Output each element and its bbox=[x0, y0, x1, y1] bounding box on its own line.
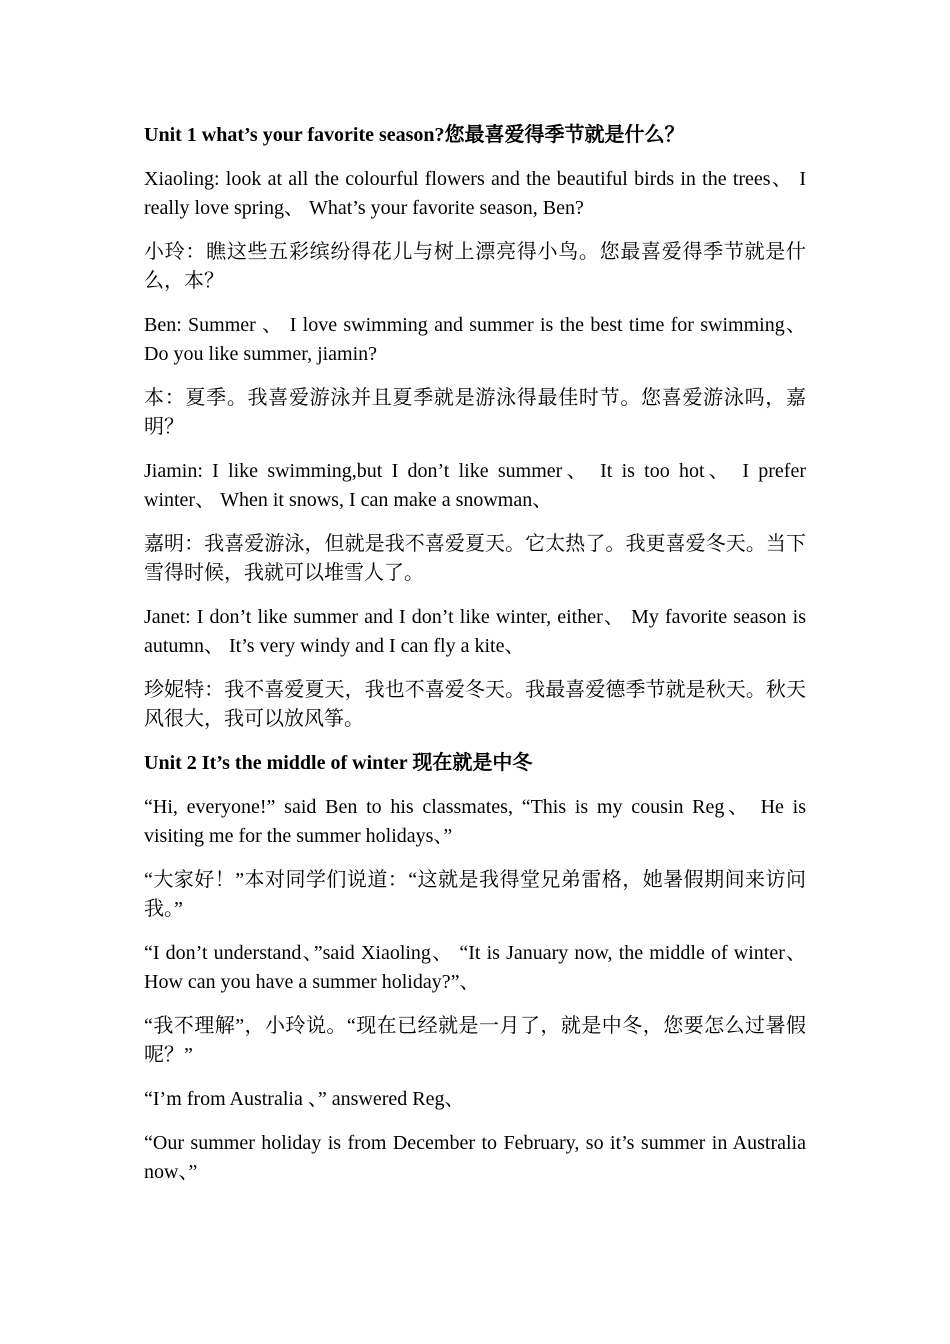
xiaoling-line-zh: 小玲：瞧这些五彩缤纷得花儿与树上漂亮得小鸟。您最喜爱得季节就是什么，本？ bbox=[144, 241, 806, 292]
jiamin-line-en: Jiamin: I like swimming,but I don’t like summer、 It is too hot、 I prefer winter、 When it snows, I can make a snowman、 bbox=[144, 460, 806, 511]
ben-intro-en: “Hi, everyone!” said Ben to his classmates, “This is my cousin Reg、 He is visiting me for the summer holidays、” bbox=[144, 796, 806, 847]
janet-line-en: Janet: I don’t like summer and I don’t like winter, either、 My favorite season is autumn、 It’s very windy and I can fly a kite、 bbox=[144, 606, 806, 657]
ben-intro-zh: “大家好！”本对同学们说道：“这就是我得堂兄弟雷格，她暑假期间来访问我。” bbox=[144, 869, 806, 920]
reg-summer-en: “Our summer holiday is from December to February, so it’s summer in Australia now、” bbox=[144, 1132, 806, 1183]
document-page bbox=[144, 121, 806, 1202]
xiaoling-question-zh: “我不理解”，小玲说。“现在已经就是一月了，就是中冬，您要怎么过暑假呢？” bbox=[144, 1015, 806, 1066]
janet-line-zh: 珍妮特：我不喜爱夏天，我也不喜爱冬天。我最喜爱德季节就是秋天。秋天风很大，我可以放风筝。 bbox=[144, 679, 806, 730]
xiaoling-question-en: “I don’t understand、”said Xiaoling、 “It is January now, the middle of winter、 How can you have a summer holiday?”、 bbox=[144, 942, 806, 993]
ben-line-zh: 本：夏季。我喜爱游泳并且夏季就是游泳得最佳时节。您喜爱游泳吗，嘉明？ bbox=[144, 387, 806, 438]
reg-answer-en: “I’m from Australia 、” answered Reg、 bbox=[144, 1088, 465, 1110]
jiamin-line-zh: 嘉明：我喜爱游泳，但就是我不喜爱夏天。它太热了。我更喜爱冬天。当下雪得时候，我就可以堆雪人了。 bbox=[144, 533, 806, 584]
unit-1-heading: Unit 1 what’s your favorite season?您最喜爱得季节就是什么？ bbox=[144, 124, 685, 146]
unit-2-heading: Unit 2 It’s the middle of winter 现在就是中冬 bbox=[144, 752, 533, 774]
xiaoling-line-en: Xiaoling: look at all the colourful flowers and the beautiful birds in the trees、 I really love spring、 What’s your favorite season, Ben? bbox=[144, 168, 806, 219]
ben-line-en: Ben: Summer 、 I love swimming and summer is the best time for swimming、 Do you like summer, jiamin? bbox=[144, 314, 806, 365]
